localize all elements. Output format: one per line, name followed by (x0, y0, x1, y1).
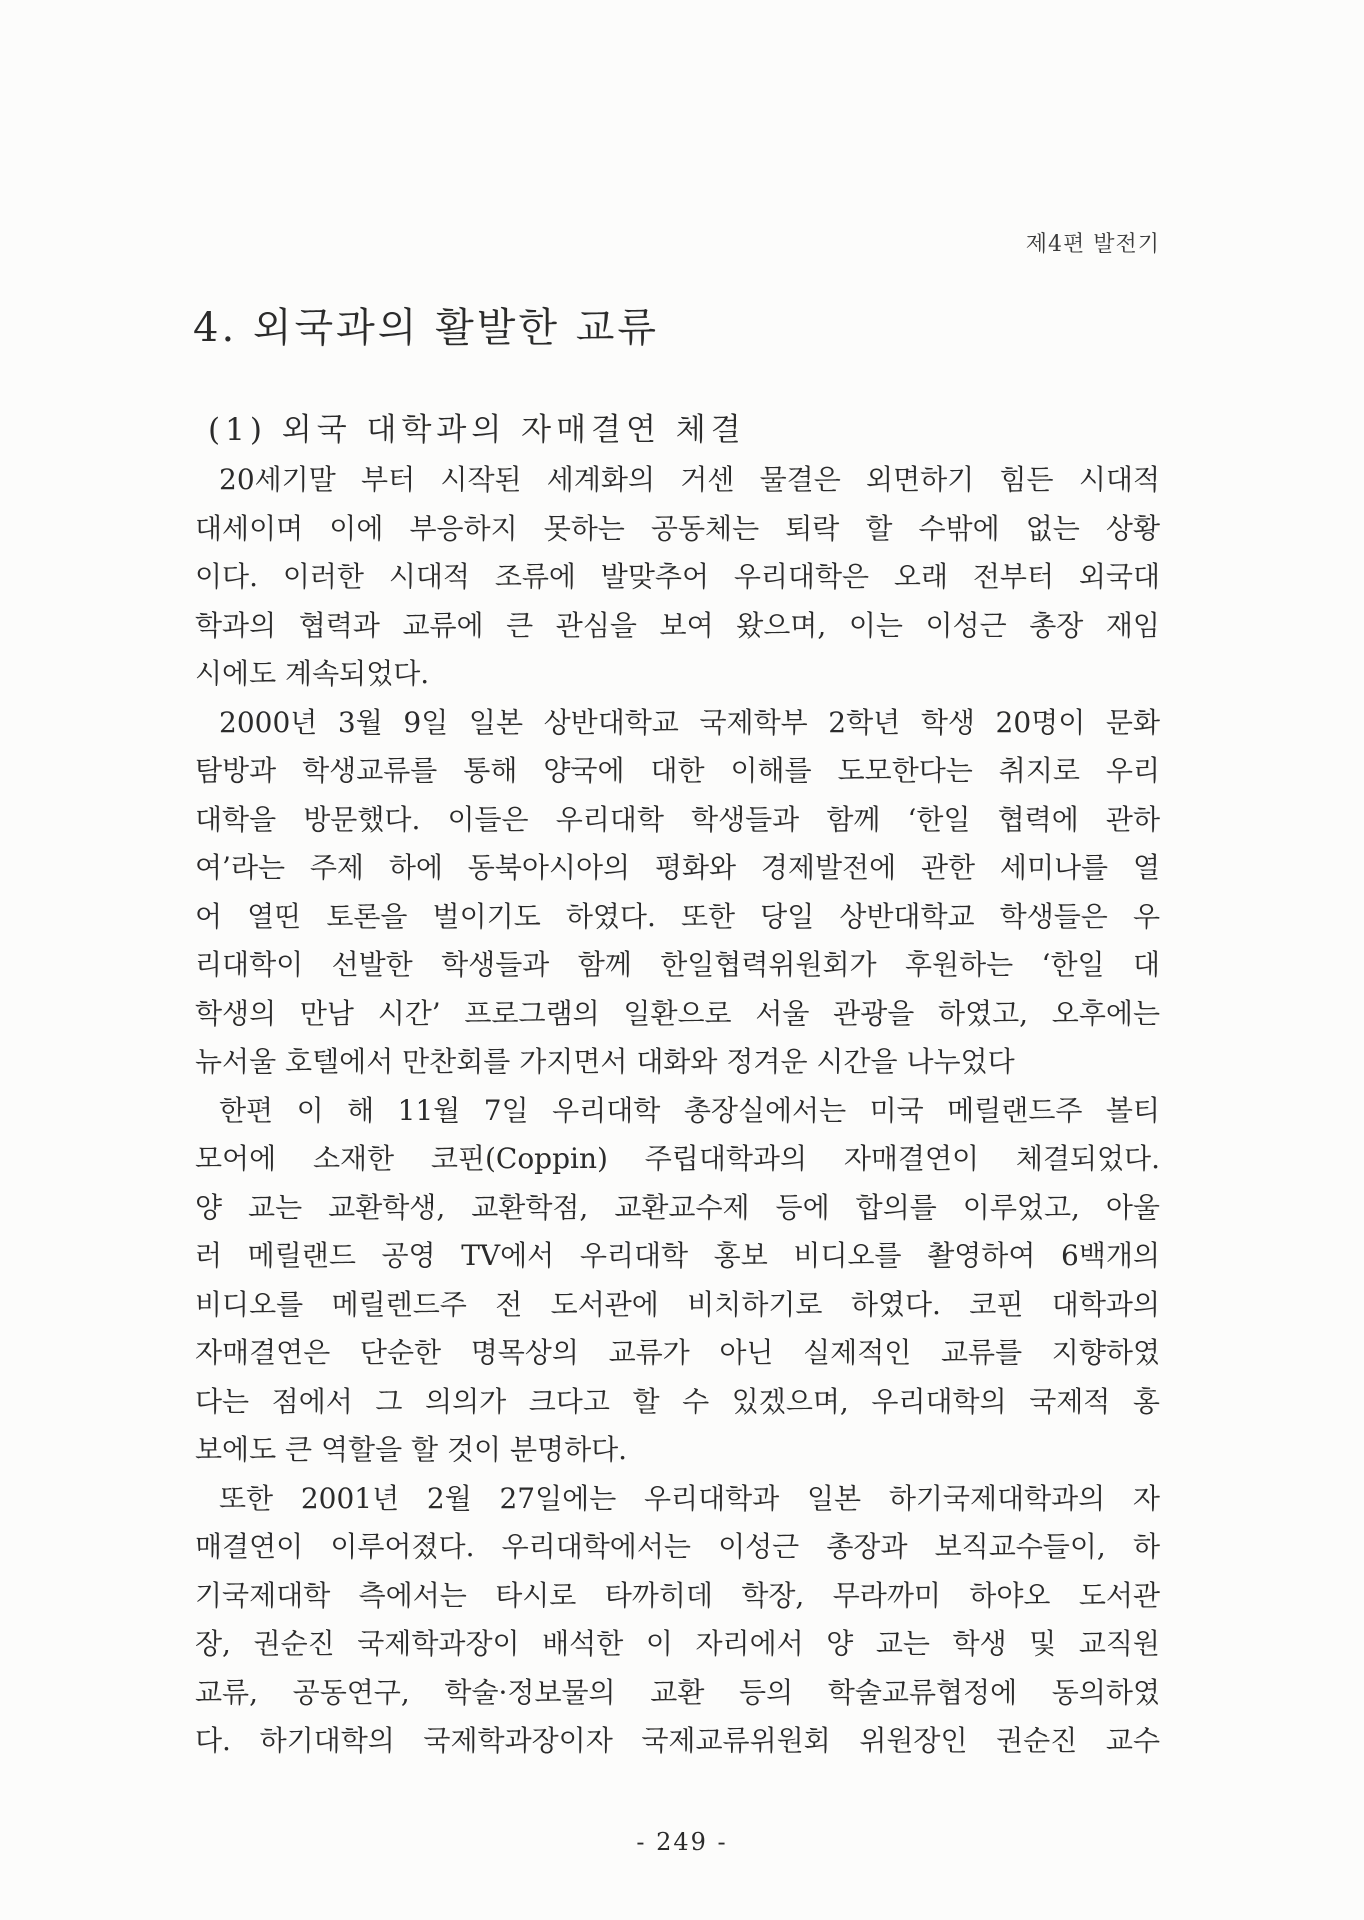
body-text-line: 교류, 공동연구, 학술·정보물의 교환 등의 학술교류협정에 동의하였 (195, 1675, 1160, 1709)
body-text-line: 대학을 방문했다. 이들은 우리대학 학생들과 함께 ‘한일 협력에 관하 (195, 802, 1160, 836)
body-text-line: 학과의 협력과 교류에 큰 관심을 보여 왔으며, 이는 이성근 총장 재임 (195, 608, 1160, 642)
body-text-line: 대세이며 이에 부응하지 못하는 공동체는 퇴락 할 수밖에 없는 상황 (195, 511, 1160, 545)
body-text-line: 또한 2001년 2월 27일에는 우리대학과 일본 하기국제대학과의 자 (219, 1481, 1160, 1515)
page-number: - 249 - (636, 1828, 728, 1856)
body-text-line: 리대학이 선발한 학생들과 함께 한일협력위원회가 후원하는 ‘한일 대 (195, 948, 1160, 981)
body-text-line: 시에도 계속되었다. (195, 657, 430, 690)
body-text-line: 어 열띤 토론을 벌이기도 하였다. 또한 당일 상반대학교 학생들은 우 (195, 899, 1160, 933)
body-text-line: 비디오를 메릴렌드주 전 도서관에 비치하기로 하였다. 코핀 대학과의 (195, 1287, 1160, 1321)
paragraph (195, 1475, 1160, 1766)
running-head: 제4편 발전기 (1025, 232, 1160, 257)
body-text-line: 모어에 소재한 코핀(Coppin) 주립대학과의 자매결연이 체결되었다. (195, 1142, 1160, 1175)
body-text-line: 자매결연은 단순한 명목상의 교류가 아닌 실제적인 교류를 지향하였 (195, 1336, 1160, 1369)
body-text-line: 양 교는 교환학생, 교환학점, 교환교수제 등에 합의를 이루었고, 아울 (195, 1190, 1160, 1224)
body-text-line: 뉴서울 호텔에서 만찬회를 가지면서 대화와 정겨운 시간을 나누었다 (195, 1045, 1015, 1078)
body-text-line: 매결연이 이루어졌다. 우리대학에서는 이성근 총장과 보직교수들이, 하 (195, 1530, 1160, 1563)
body-text-line: 탐방과 학생교류를 통해 양국에 대한 이해를 도모한다는 취지로 우리 (195, 754, 1160, 787)
section-title: 4. 외국과의 활발한 교류 (193, 305, 660, 351)
body-text-line: 20세기말 부터 시작된 세계화의 거센 물결은 외면하기 힘든 시대적 (219, 463, 1160, 496)
body-text-line: 다는 점에서 그 의의가 크다고 할 수 있겠으며, 우리대학의 국제적 홍 (195, 1384, 1160, 1418)
body-text (195, 456, 1160, 1766)
body-text-line: 한편 이 해 11월 7일 우리대학 총장실에서는 미국 메릴랜드주 볼티 (219, 1093, 1160, 1127)
paragraph (195, 699, 1160, 1087)
body-text-line: 이다. 이러한 시대적 조류에 발맞추어 우리대학은 오래 전부터 외국대 (195, 560, 1160, 593)
body-text-line: 러 메릴랜드 공영 TV에서 우리대학 홍보 비디오를 촬영하여 6백개의 (195, 1239, 1160, 1272)
body-text-line: 학생의 만남 시간’ 프로그램의 일환으로 서울 관광을 하였고, 오후에는 (195, 996, 1160, 1030)
body-text-line: 다. 하기대학의 국제학과장이자 국제교류위원회 위원장인 권순진 교수 (195, 1724, 1160, 1757)
body-text-line: 기국제대학 측에서는 타시로 타까히데 학장, 무라까미 하야오 도서관 (195, 1578, 1160, 1612)
body-text-line: 보에도 큰 역할을 할 것이 분명하다. (195, 1433, 628, 1466)
body-text-line: 장, 권순진 국제학과장이 배석한 이 자리에서 양 교는 학생 및 교직원 (195, 1627, 1160, 1660)
body-text-line: 여’라는 주제 하에 동북아시아의 평화와 경제발전에 관한 세미나를 열 (195, 851, 1160, 884)
subsection-title: (1) 외국 대학과의 자매결연 체결 (208, 412, 746, 448)
paragraph (195, 456, 1160, 699)
body-text-line: 2000년 3월 9일 일본 상반대학교 국제학부 2학년 학생 20명이 문화 (219, 705, 1160, 739)
paragraph (195, 1087, 1160, 1475)
